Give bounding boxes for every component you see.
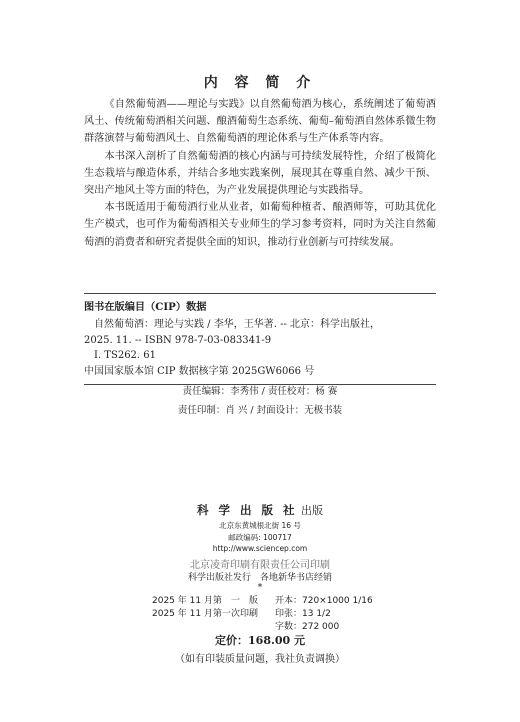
publisher-website: http://www.sciencep.com <box>212 544 308 553</box>
summary-paragraph-2: 本书深入剖析了自然葡萄酒的核心内涵与可持续发展特性，介绍了极简化生态栽培与酿造体系，并结合多地实践案例，展现其在尊重自然、减少干预、突出产地风土等方面的特色，为产业发展提供理论与实践指导。 <box>84 150 436 197</box>
production-credits: 责任印制：肖 兴 / 封面设计：无极书装 <box>177 405 343 416</box>
word-count: 字数：272 000 <box>275 622 340 632</box>
publisher-postcode: 邮政编码: 100717 <box>228 533 292 542</box>
cip-line-4: 中国国家版本馆 CIP 数据核字第 2025GW6066 号 <box>84 365 315 377</box>
publisher-suffix: 出版 <box>301 504 323 517</box>
content-summary-title: 内 容 简 介 <box>203 75 317 91</box>
editor-credits: 责任编辑：李秀伟 / 责任校对：杨 赛 <box>182 386 338 397</box>
publisher-name: 科 学 出 版 社 <box>196 503 298 517</box>
printing-row <box>152 606 382 619</box>
summary-paragraph-1: 《自然葡萄酒——理论与实践》以自然葡萄酒为核心，系统阐述了葡萄酒风土、传统葡萄酒相关问题、酿酒葡萄生态系统、葡萄–葡萄酒自然体系微生物群落演替与葡萄酒风土、自然葡萄酒的理论体系与生产体系等内容。 <box>84 99 436 145</box>
sheets-text: 印张：13 1/2 <box>275 609 331 619</box>
format-text: 开本：720×1000 1/16 <box>275 596 373 606</box>
publisher-line <box>0 502 520 518</box>
cip-line-2: 2025. 11. -- ISBN 978-7-03-083341-9 <box>84 334 272 346</box>
edition-text: 2025 年 11 月第 一 版 <box>152 596 258 606</box>
cip-data-block <box>84 293 436 385</box>
quality-notice: （如有印装质量问题，我社负责调换） <box>175 654 345 665</box>
cip-line-1: 自然葡萄酒：理论与实践 / 李华，王华著. -- 北京：科学出版社， <box>94 319 381 330</box>
cip-heading: 图书在版编目（CIP）数据 <box>84 301 207 313</box>
price: 定价：168.00 元 <box>215 634 305 647</box>
printer-line: 北京凌奇印刷有限责任公司印刷 <box>190 560 330 571</box>
edition-row <box>152 593 382 606</box>
cip-line-3: Ⅰ. TS262. 61 <box>94 350 156 361</box>
separator-star: * <box>257 583 263 593</box>
printing-text: 2025 年 11 月第一次印刷 <box>152 609 258 619</box>
summary-paragraph-3: 本书既适用于葡萄酒行业从业者，如葡萄种植者、酿酒师等，可助其优化生产模式，也可作为葡萄酒相关专业师生的学习参考资料，同时为关注自然葡萄酒的消费者和研究者提供全面的知识，推动行业创新与可持续发展。 <box>84 202 436 248</box>
publisher-address: 北京东黄城根北街 16 号 <box>219 521 301 530</box>
content-summary-text <box>84 96 436 251</box>
distribution-line: 科学出版社发行 各地新华书店经销 <box>187 573 332 583</box>
